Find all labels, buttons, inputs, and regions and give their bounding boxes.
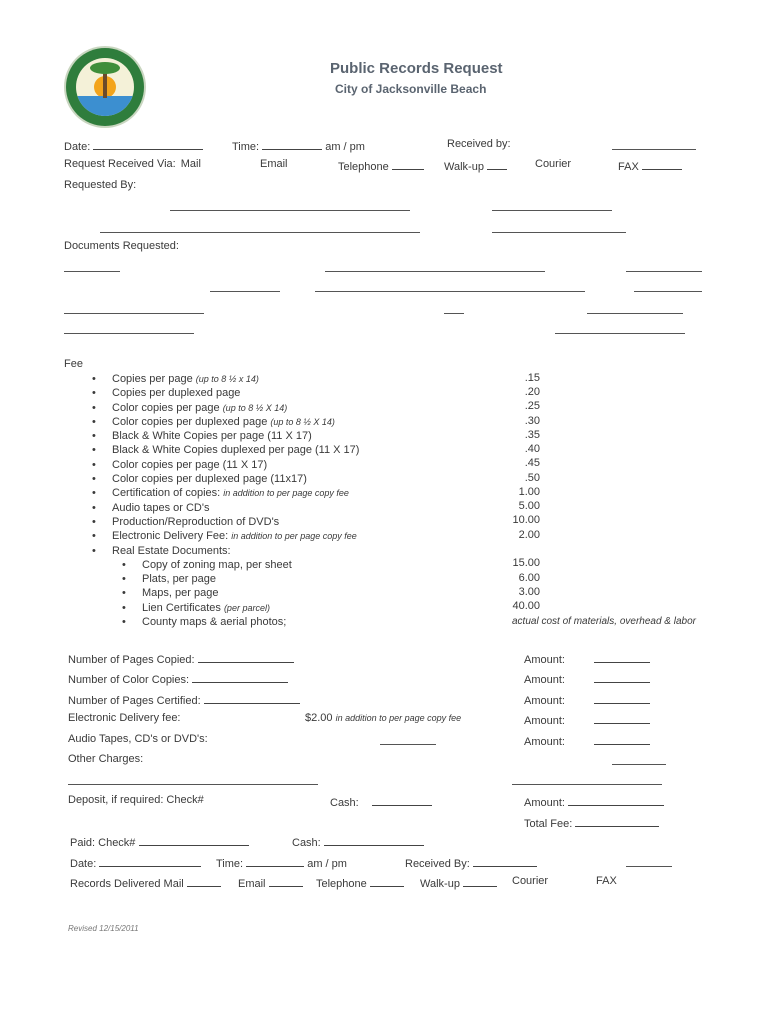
fee-price: .35 (524, 429, 540, 441)
requester-line-4[interactable] (492, 232, 626, 233)
fee-item: • Black & White Copies per page (11 X 17) (92, 430, 312, 443)
date-label: Date: (64, 141, 91, 153)
real-estate-item: • Lien Certificates (per parcel) (122, 601, 270, 614)
other-charges-line[interactable] (68, 784, 318, 785)
time-label: Time: (232, 141, 260, 153)
fee-price: 2.00 (518, 529, 540, 541)
fee-price: 1.00 (518, 486, 540, 498)
documents-requested-label: Documents Requested: (64, 240, 179, 252)
fee-price: .15 (524, 372, 540, 384)
fee-price-actual-cost: actual cost of materials, overhead & labor (512, 616, 696, 627)
received-by-label: Received by: (447, 138, 511, 150)
ampm-label: am / pm (325, 141, 365, 153)
documents-line[interactable] (64, 313, 204, 314)
pages-copied-label: Number of Pages Copied: (68, 654, 195, 666)
fee-item: • Color copies per page (11 X 17) (92, 458, 268, 471)
payment-date-label: Date: (70, 858, 97, 870)
payment-received-by-field-2[interactable] (626, 866, 672, 867)
documents-line[interactable] (64, 333, 194, 334)
amount-label: Amount: (524, 695, 565, 707)
color-copies-field[interactable] (192, 671, 288, 683)
fee-item: • Real Estate Documents: (92, 544, 231, 557)
payment-date-field[interactable] (99, 855, 201, 867)
delivered-telephone-label: Telephone (316, 878, 367, 890)
amount-label: Amount: (524, 715, 565, 727)
received-by-field[interactable] (612, 149, 696, 150)
other-charges-label: Other Charges: (68, 753, 144, 765)
walkup-check-line[interactable] (487, 158, 507, 170)
form-title: Public Records Request (330, 60, 503, 77)
fee-item: • Color copies per duplexed page (11x17) (92, 473, 307, 486)
via-courier[interactable]: Courier (535, 158, 572, 170)
requested-by-label: Requested By: (64, 179, 137, 191)
telephone-check-line[interactable] (392, 158, 424, 170)
fee-price: 10.00 (512, 514, 540, 526)
fax-check-line[interactable] (642, 158, 682, 170)
requester-line-1[interactable] (170, 210, 410, 211)
pages-certified-field[interactable] (204, 692, 300, 704)
fee-price: .20 (524, 386, 540, 398)
documents-line[interactable] (325, 271, 545, 272)
fee-item: • Color copies per duplexed page (up to 8 ½ X 14) (92, 415, 335, 428)
real-estate-item: • Maps, per page (122, 587, 219, 600)
fee-price: .40 (524, 443, 540, 455)
fee-item: • Color copies per page (up to 8 ½ X 14) (92, 401, 288, 414)
other-charges-field[interactable] (612, 764, 666, 765)
fee-price: .45 (524, 457, 540, 469)
pages-certified-label: Number of Pages Certified: (68, 695, 201, 707)
amount-label: Amount: (524, 674, 565, 686)
date-field[interactable] (93, 138, 203, 150)
time-field[interactable] (262, 138, 322, 150)
delivered-fax-label: FAX (596, 875, 617, 887)
fee-price: 15.00 (512, 557, 540, 569)
payment-time-field[interactable] (246, 855, 304, 867)
via-mail[interactable]: Mail (180, 158, 201, 170)
fee-price: 6.00 (518, 572, 540, 584)
paid-cash-field[interactable] (324, 834, 424, 846)
deposit-label: Deposit, if required: Check# (68, 794, 204, 806)
color-copies-amount-field[interactable] (594, 671, 650, 683)
deposit-cash-label: Cash: (330, 797, 359, 809)
seal-emblem (76, 58, 134, 116)
documents-line[interactable] (315, 291, 585, 292)
electronic-delivery-amount: $2.00 (305, 712, 333, 724)
revised-date: Revised 12/15/2011 (68, 924, 139, 933)
fee-price: 40.00 (512, 600, 540, 612)
amount-label: Amount: (524, 797, 565, 809)
electronic-delivery-label: Electronic Delivery fee: (68, 712, 181, 724)
requester-line-2[interactable] (492, 210, 612, 211)
documents-line[interactable] (555, 333, 685, 334)
delivered-email-label: Email (238, 878, 266, 890)
delivered-walkup-label: Walk-up (420, 878, 460, 890)
documents-line[interactable] (626, 271, 702, 272)
documents-line[interactable] (587, 313, 683, 314)
received-via-label: Request Received Via: (64, 158, 176, 170)
payment-received-by-field[interactable] (473, 855, 537, 867)
fee-price: .30 (524, 415, 540, 427)
palm-frond-graphic (90, 62, 120, 74)
documents-line[interactable] (444, 313, 464, 314)
fee-item: • Certification of copies: in addition to per page copy fee (92, 487, 349, 500)
fee-item: • Copies per page (up to 8 ½ x 14) (92, 373, 259, 385)
payment-ampm-label: am / pm (307, 858, 347, 870)
other-charges-line[interactable] (512, 784, 662, 785)
paid-cash-label: Cash: (292, 837, 321, 849)
records-delivered-label: Records Delivered Mail (70, 878, 184, 890)
via-telephone[interactable]: Telephone (338, 161, 389, 173)
sea-graphic (76, 96, 134, 116)
city-seal-logo (66, 48, 144, 126)
deposit-cash-field[interactable] (372, 794, 432, 806)
paid-check-field[interactable] (139, 834, 249, 846)
documents-line[interactable] (64, 271, 120, 272)
real-estate-item: • Plats, per page (122, 573, 216, 586)
via-email[interactable]: Email (260, 158, 288, 170)
fee-price: 3.00 (518, 586, 540, 598)
delivered-telephone-field[interactable] (370, 875, 404, 887)
audio-tapes-amount-field[interactable] (594, 733, 650, 745)
fee-item: • Audio tapes or CD's (92, 501, 210, 514)
documents-line[interactable] (210, 291, 280, 292)
delivered-courier-label: Courier (512, 875, 549, 887)
pages-copied-field[interactable] (198, 651, 294, 663)
delivered-walkup-field[interactable] (463, 875, 497, 887)
total-fee-label: Total Fee: (524, 818, 573, 830)
form-subtitle: City of Jacksonville Beach (335, 82, 487, 96)
pages-certified-amount-field[interactable] (594, 692, 650, 704)
via-fax[interactable]: FAX (618, 161, 639, 173)
amount-label: Amount: (524, 654, 565, 666)
audio-tapes-label: Audio Tapes, CD's or DVD's: (68, 733, 208, 745)
via-walkup[interactable]: Walk-up (444, 161, 484, 173)
fee-item: • Production/Reproduction of DVD's (92, 515, 280, 528)
fee-price: 5.00 (518, 500, 540, 512)
color-copies-label: Number of Color Copies: (68, 674, 190, 686)
fee-item: • Electronic Delivery Fee: in addition to per page copy fee (92, 530, 357, 543)
deposit-amount-field[interactable] (568, 794, 664, 806)
fee-price: .50 (524, 472, 540, 484)
electronic-delivery-amount-field[interactable] (594, 712, 650, 724)
requester-line-3[interactable] (100, 232, 420, 233)
documents-line[interactable] (634, 291, 702, 292)
real-estate-item: • Copy of zoning map, per sheet (122, 558, 292, 571)
amount-label: Amount: (524, 736, 565, 748)
fee-price: .25 (524, 400, 540, 412)
electronic-delivery-note: in addition to per page copy fee (335, 713, 462, 723)
fee-item: • Copies per duplexed page (92, 387, 241, 400)
delivered-email-field[interactable] (269, 875, 303, 887)
pages-copied-amount-field[interactable] (594, 651, 650, 663)
paid-check-label: Paid: Check# (70, 837, 136, 849)
payment-received-by-label: Received By: (405, 858, 470, 870)
real-estate-item: • County maps & aerial photos; (122, 616, 287, 629)
audio-tapes-field[interactable] (380, 744, 436, 745)
delivered-mail-field[interactable] (187, 875, 221, 887)
fee-schedule-list (92, 372, 359, 629)
fee-item: • Black & White Copies duplexed per page (11 X 17) (92, 444, 360, 457)
fee-label: Fee (64, 358, 83, 370)
payment-time-label: Time: (216, 858, 244, 870)
total-fee-field[interactable] (575, 815, 659, 827)
